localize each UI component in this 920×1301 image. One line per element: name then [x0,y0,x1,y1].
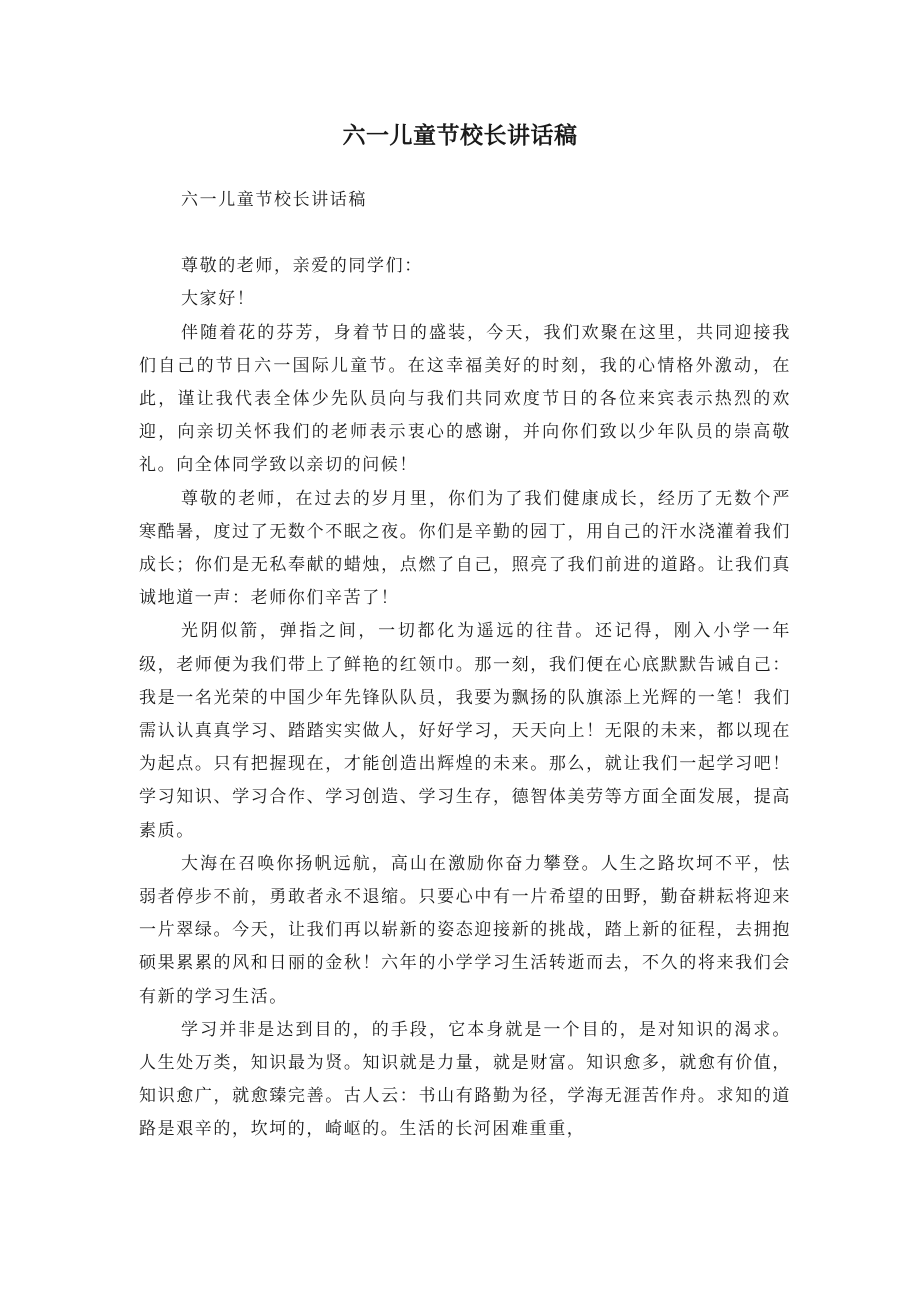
paragraph: 伴随着花的芬芳，身着节日的盛装，今天，我们欢聚在这里，共同迎接我们自己的节日六一国际儿童节。在这幸福美好的时刻，我的心情格外激动，在此，谨让我代表全体少先队员向与我们共同欢度节日的各位来宾表示热烈的欢迎，向亲切关怀我们的老师表示衷心的感谢，并向你们致以少年队员的崇高敬礼。向全体同学致以亲切的问候！ [139,322,791,476]
greeting: 大家好！ [181,289,256,310]
document-body [139,184,791,1147]
salutation: 尊敬的老师，亲爱的同学们： [181,256,423,277]
paragraph: 尊敬的老师，在过去的岁月里，你们为了我们健康成长，经历了无数个严寒酷暑，度过了无数个不眠之夜。你们是辛勤的园丁，用自己的汗水浇灌着我们成长；你们是无私奉献的蜡烛，点燃了自己，照亮了我们前进的道路。让我们真诚地道一声：老师你们辛苦了！ [139,488,791,609]
paragraph: 光阴似箭，弹指之间，一切都化为遥远的往昔。还记得，刚入小学一年级，老师便为我们带上了鲜艳的红领巾。那一刻，我们便在心底默默告诫自己：我是一名光荣的中国少年先锋队队员，我要为飘扬的队旗添上光辉的一笔！我们需认认真真学习、踏踏实实做人，好好学习，天天向上！无限的未来，都以现在为起点。只有把握现在，才能创造出辉煌的未来。那么，就让我们一起学习吧！学习知识、学习合作、学习创造、学习生存，德智体美劳等方面全面发展，提高素质。 [139,621,791,841]
document-subtitle: 六一儿童节校长讲话稿 [181,190,367,210]
paragraph: 大海在召唤你扬帆远航，高山在激励你奋力攀登。人生之路坎坷不平，怯弱者停步不前，勇敢者永不退缩。只要心中有一片希望的田野，勤奋耕耘将迎来一片翠绿。今天，让我们再以崭新的姿态迎接新的挑战，踏上新的征程，去拥抱硕果累累的风和日丽的金秋！六年的小学学习生活转逝而去，不久的将来我们会有新的学习生活。 [139,853,791,1007]
page-title: 六一儿童节校长讲话稿 [342,123,578,149]
paragraph: 学习并非是达到目的，的手段，它本身就是一个目的，是对知识的渴求。人生处万类，知识最为贤。知识就是力量，就是财富。知识愈多，就愈有价值，知识愈广，就愈臻完善。古人云：书山有路勤为径，学海无涯苦作舟。求知的道路是艰辛的，坎坷的，崎岖的。生活的长河困难重重， [139,1019,791,1140]
